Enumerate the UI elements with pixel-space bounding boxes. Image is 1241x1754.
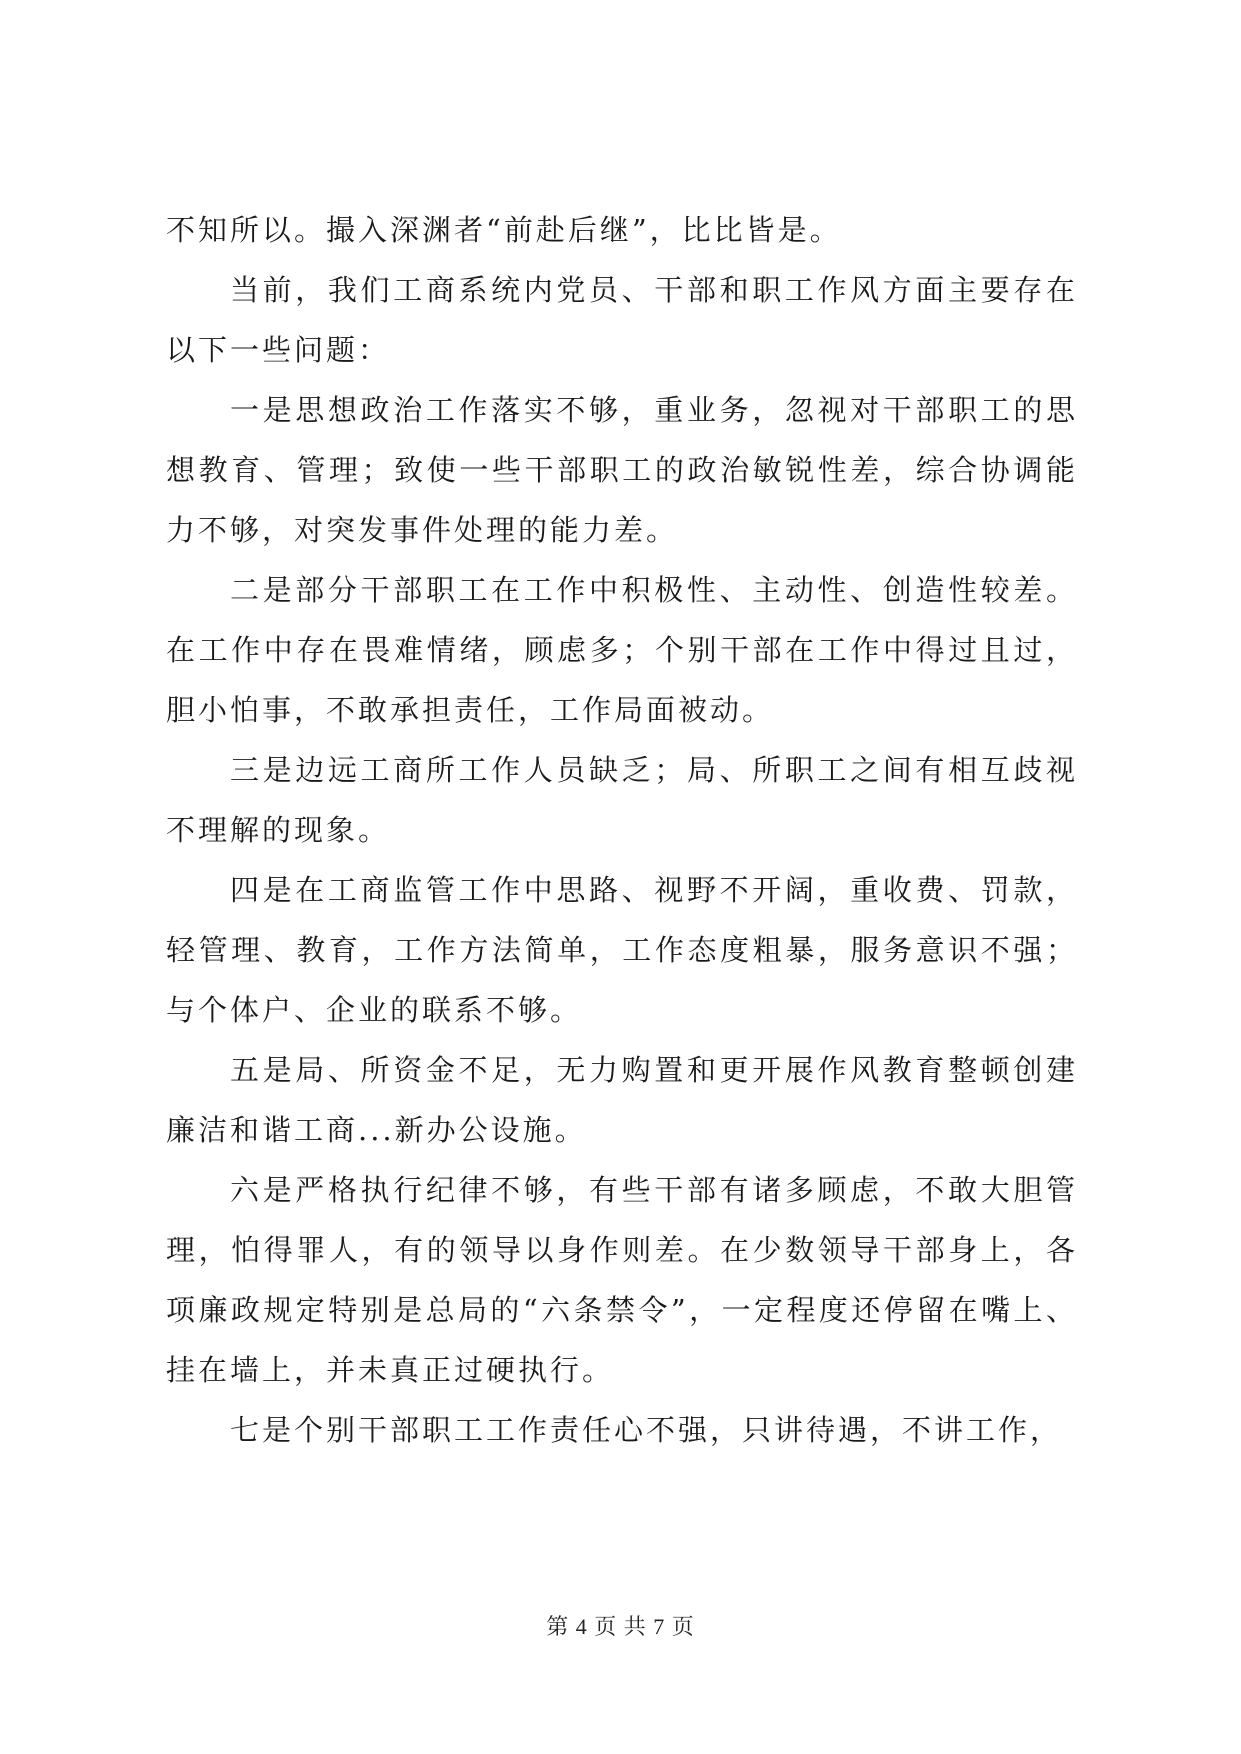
page-number-footer: 第 4 页 共 7 页 (546, 1614, 695, 1639)
paragraph: 五是局、所资金不足，无力购置和更开展作风教育整顿创建廉洁和谐工商...新办公设施。 (166, 1053, 1078, 1147)
paragraph: 不知所以。撮入深渊者“前赴后继”，比比皆是。 (166, 213, 842, 247)
paragraph: 二是部分干部职工在工作中积极性、主动性、创造性较差。在工作中存在畏难情绪，顾虑多；个别干部在工作中得过且过，胆小怕事，不敢承担责任，工作局面被动。 (166, 573, 1078, 727)
document-body (166, 200, 1078, 1460)
paragraph: 三是边远工商所工作人员缺乏；局、所职工之间有相互歧视不理解的现象。 (166, 753, 1078, 847)
paragraph: 六是严格执行纪律不够，有些干部有诸多顾虑，不敢大胆管理，怕得罪人，有的领导以身作则差。在少数领导干部身上，各项廉政规定特别是总局的“六条禁令”，一定程度还停留在嘴上、挂在墙上，并未真正过硬执行。 (166, 1173, 1078, 1387)
paragraph: 当前，我们工商系统内党员、干部和职工作风方面主要存在以下一些问题： (166, 273, 1078, 367)
paragraph: 七是个别干部职工工作责任心不强，只讲待遇，不讲工作， (230, 1413, 1063, 1447)
paragraph: 一是思想政治工作落实不够，重业务，忽视对干部职工的思想教育、管理；致使一些干部职工的政治敏锐性差，综合协调能力不够，对突发事件处理的能力差。 (166, 393, 1078, 547)
paragraph: 四是在工商监管工作中思路、视野不开阔，重收费、罚款，轻管理、教育，工作方法简单，工作态度粗暴，服务意识不强；与个体户、企业的联系不够。 (166, 873, 1078, 1027)
